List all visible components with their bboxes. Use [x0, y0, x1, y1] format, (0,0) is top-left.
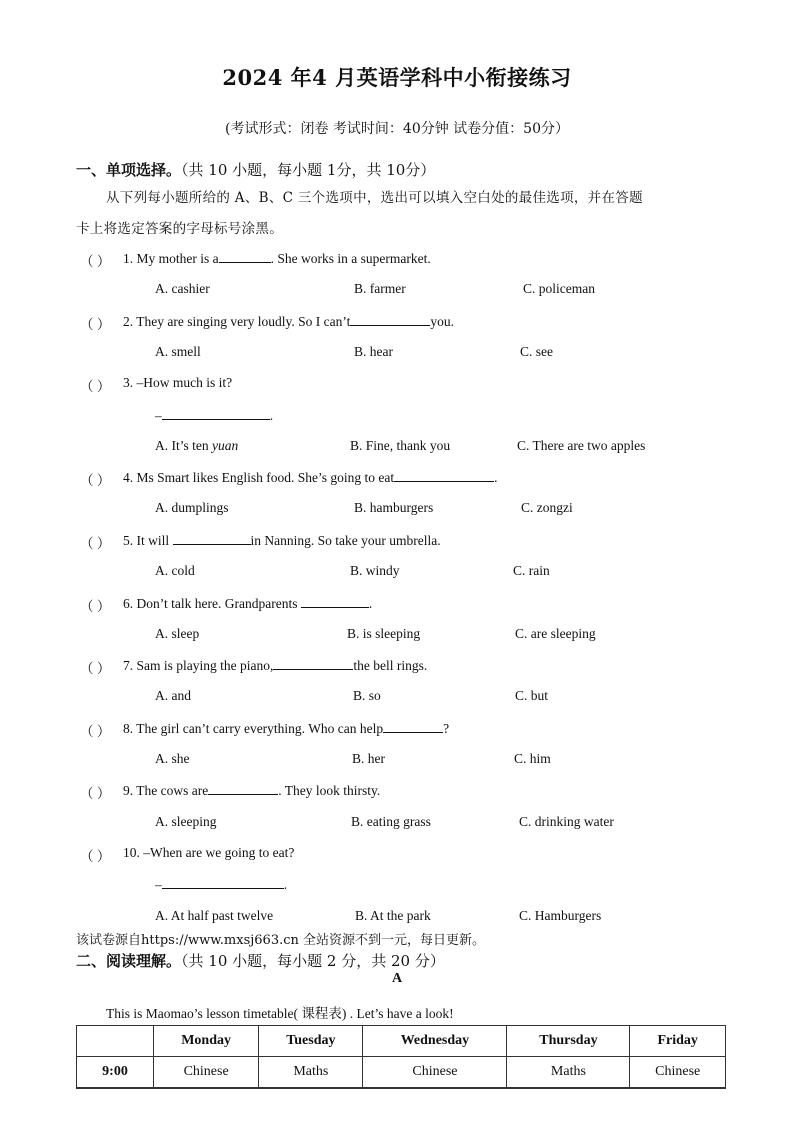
question-text: 9. The cows are — [123, 783, 209, 798]
option-b[interactable]: B. hamburgers — [354, 500, 434, 515]
option-c[interactable]: C. drinking water — [519, 814, 614, 829]
question-text: 5. It will — [123, 533, 170, 548]
table-divider — [76, 1087, 726, 1089]
answer-blank — [162, 407, 270, 420]
answer-line: – . — [155, 877, 288, 892]
answer-paren[interactable]: （ ） — [80, 786, 111, 801]
section1-instruction-2: 卡上将选定答案的字母标号涂黑。 — [76, 221, 283, 237]
timetable-header-row — [77, 1026, 726, 1057]
option-b[interactable]: B. At the park — [355, 908, 431, 923]
question-2 — [0, 313, 794, 333]
lesson-cell: Chinese — [630, 1057, 726, 1088]
lesson-cell: Chinese — [154, 1057, 259, 1088]
question-text-tail: in Nanning. So take your umbrella. — [250, 533, 441, 548]
lesson-timetable — [76, 1025, 726, 1088]
page-title: 2024 年4 月英语学科中小衔接练习 — [222, 65, 572, 90]
section2-heading-line — [76, 950, 445, 971]
lesson-cell: Chinese — [363, 1057, 507, 1088]
option-b[interactable]: B. farmer — [354, 281, 406, 296]
question-text: 10. –When are we going to eat? — [123, 845, 295, 860]
option-c[interactable]: C. rain — [513, 563, 550, 578]
exam-info: (考试形式：闭卷 考试时间：40分钟 试卷分值：50分） — [225, 121, 569, 137]
option-c[interactable]: C. see — [520, 344, 553, 359]
question-9 — [0, 782, 794, 802]
section2-heading-note: （共 10 小题，每小题 2 分，共 20 分） — [181, 952, 445, 970]
day-header: Tuesday — [259, 1026, 363, 1057]
option-b[interactable]: B. eating grass — [351, 814, 431, 829]
timetable-corner — [77, 1026, 154, 1057]
answer-blank — [219, 250, 271, 263]
section1-heading: 一、单项选择。 — [76, 161, 182, 179]
answer-blank — [383, 720, 443, 733]
answer-paren[interactable]: （ ） — [80, 254, 111, 269]
answer-blank — [394, 469, 494, 482]
lesson-cell: Maths — [259, 1057, 363, 1088]
answer-paren[interactable]: （ ） — [80, 317, 111, 332]
yuan-word: yuan — [212, 438, 239, 453]
question-1 — [0, 250, 794, 270]
section1-instruction-1: 从下列每小题所给的 A、B、C 三个选项中，选出可以填入空白处的最佳选项，并在答题 — [106, 190, 643, 206]
answer-blank — [350, 313, 430, 326]
option-b[interactable]: B. is sleeping — [347, 626, 421, 641]
day-header: Monday — [154, 1026, 259, 1057]
question-text: 3. –How much is it? — [123, 375, 233, 390]
table-row — [77, 1057, 726, 1088]
part-label: A — [391, 971, 403, 986]
answer-dash: – — [155, 877, 162, 892]
answer-blank — [173, 532, 251, 545]
option-c[interactable]: C. zongzi — [521, 500, 573, 515]
option-a[interactable]: A. At half past twelve — [155, 908, 274, 923]
answer-paren[interactable]: （ ） — [80, 849, 111, 864]
answer-blank — [301, 595, 369, 608]
option-b[interactable]: B. windy — [350, 563, 400, 578]
option-a[interactable]: A. cashier — [155, 281, 210, 296]
option-a[interactable]: A. sleeping — [155, 814, 217, 829]
day-header: Friday — [630, 1026, 726, 1057]
answer-paren[interactable]: （ ） — [80, 724, 111, 739]
question-6 — [0, 595, 794, 615]
option-a[interactable]: A. she — [155, 751, 190, 766]
option-a[interactable]: A. dumplings — [155, 500, 229, 515]
question-text: 6. Don’t talk here. Grandparents — [123, 596, 298, 611]
section1-heading-line — [76, 159, 435, 180]
answer-dash: – — [155, 408, 162, 423]
option-c[interactable]: C. but — [515, 688, 549, 703]
option-c[interactable]: C. him — [514, 751, 551, 766]
option-b[interactable]: B. her — [352, 751, 385, 766]
option-c[interactable]: C. Hamburgers — [519, 908, 602, 923]
question-text: 2. They are singing very loudly. So I can’t — [123, 314, 351, 329]
question-10 — [0, 845, 794, 865]
answer-paren[interactable]: （ ） — [80, 473, 111, 488]
option-a[interactable]: A. smell — [155, 344, 201, 359]
answer-paren[interactable]: （ ） — [80, 599, 111, 614]
day-header: Thursday — [507, 1026, 630, 1057]
question-text-tail: . She works in a supermarket. — [270, 251, 431, 266]
option-c[interactable]: C. There are two apples — [517, 438, 646, 453]
option-a[interactable]: A. cold — [155, 563, 195, 578]
option-b[interactable]: B. Fine, thank you — [350, 438, 451, 453]
section2-heading: 二、阅读理解。 — [76, 952, 182, 970]
option-a[interactable]: A. sleep — [155, 626, 200, 641]
option-c[interactable]: C. are sleeping — [515, 626, 596, 641]
question-text-tail: the bell rings. — [353, 658, 428, 673]
question-text: 7. Sam is playing the piano, — [123, 658, 274, 673]
question-text-tail: . — [494, 470, 498, 485]
lesson-cell: Maths — [507, 1057, 630, 1088]
answer-paren[interactable]: （ ） — [80, 379, 111, 394]
answer-paren[interactable]: （ ） — [80, 536, 111, 551]
question-text: 1. My mother is a — [123, 251, 219, 266]
answer-paren[interactable]: （ ） — [80, 661, 111, 676]
question-text: 4. Ms Smart likes English food. She’s going to eat — [123, 470, 395, 485]
option-a[interactable]: A. It’s ten yuan — [155, 438, 239, 453]
option-b[interactable]: B. so — [353, 688, 381, 703]
answer-blank — [273, 657, 353, 670]
question-text-tail: . — [368, 596, 373, 611]
question-8 — [0, 720, 794, 740]
option-c[interactable]: C. policeman — [523, 281, 595, 296]
question-text-tail: . They look thirsty. — [278, 783, 381, 798]
time-cell: 9:00 — [77, 1057, 154, 1088]
answer-line: – . — [155, 408, 274, 423]
answer-blank — [162, 876, 284, 889]
question-7 — [0, 657, 794, 677]
question-text: 8. The girl can’t carry everything. Who can help — [123, 721, 384, 736]
question-text-tail: ? — [443, 721, 450, 736]
reading-intro: This is Maomao’s lesson timetable( 课程表) . Let’s have a look! — [106, 1006, 454, 1021]
day-header: Wednesday — [363, 1026, 507, 1057]
option-b[interactable]: B. hear — [354, 344, 393, 359]
question-4 — [0, 469, 794, 489]
question-3 — [0, 375, 794, 395]
answer-blank — [208, 782, 278, 795]
option-a[interactable]: A. and — [155, 688, 191, 703]
section1-heading-note: （共 10 小题，每小题 1分，共 10分） — [181, 161, 436, 179]
question-5 — [0, 532, 794, 552]
source-note: 该试卷源自https://www.mxsj663.cn 全站资源不到一元，每日更新。 — [76, 933, 486, 948]
question-text-tail: you. — [430, 314, 454, 329]
